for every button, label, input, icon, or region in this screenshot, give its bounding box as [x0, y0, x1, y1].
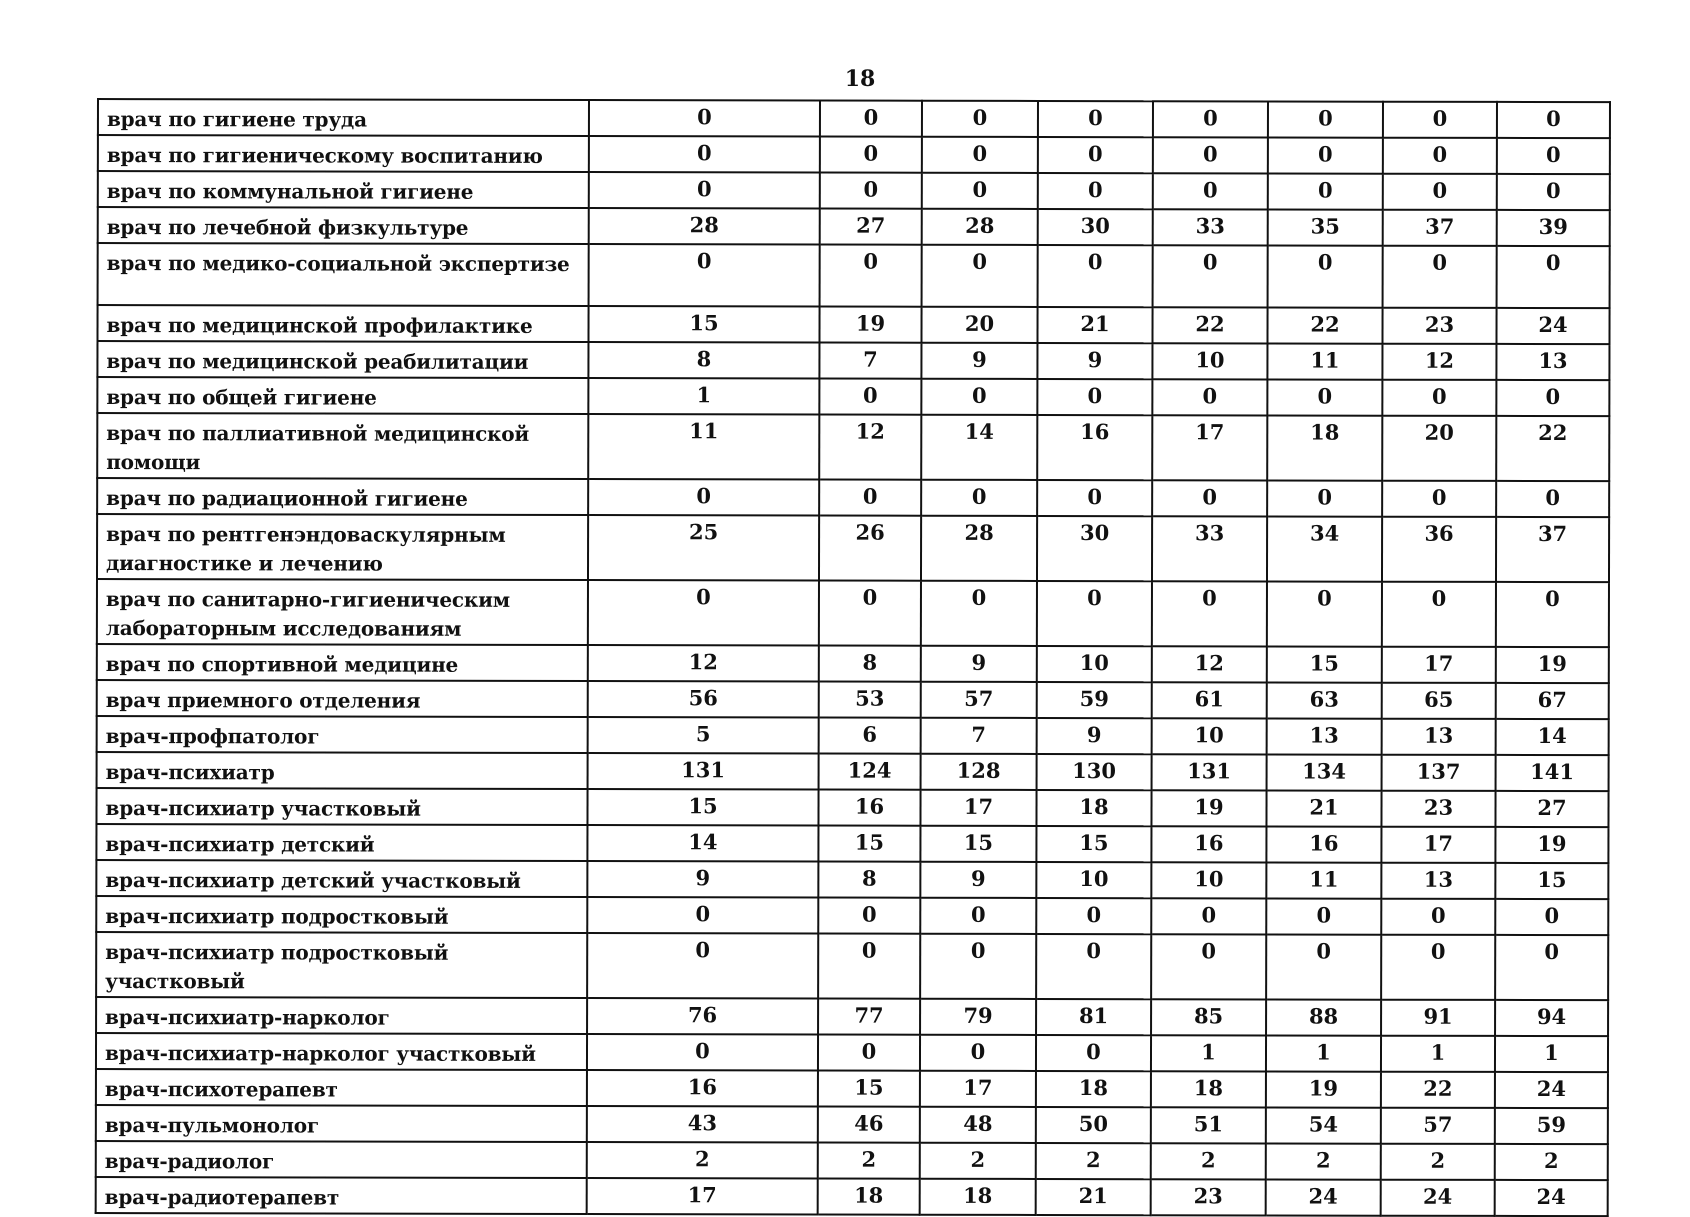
value-cell: 0: [920, 898, 1036, 934]
value-cell: 8: [819, 646, 921, 682]
value-cell: 15: [818, 1071, 920, 1107]
table-row: [96, 1069, 1608, 1108]
value-cell: 0: [1383, 102, 1497, 138]
value-cell: 0: [1382, 481, 1496, 517]
value-cell: 0: [1267, 480, 1382, 516]
value-cell: 53: [819, 682, 921, 718]
value-cell: 0: [1038, 137, 1153, 173]
value-cell: 0: [921, 480, 1037, 516]
value-cell: 8: [818, 862, 920, 898]
value-cell: 59: [1495, 1108, 1608, 1144]
value-cell: 0: [1268, 173, 1383, 209]
table-row: [97, 413, 1609, 481]
value-cell: 13: [1267, 718, 1382, 754]
value-cell: 19: [1495, 827, 1608, 863]
value-cell: 56: [588, 681, 819, 717]
value-cell: 0: [588, 479, 819, 515]
row-label: врач по гигиеническому воспитанию: [98, 135, 589, 172]
value-cell: 0: [589, 136, 820, 172]
table-row: [96, 824, 1608, 863]
value-cell: 12: [819, 415, 921, 480]
value-cell: 0: [922, 137, 1038, 173]
value-cell: 0: [1153, 173, 1268, 209]
value-cell: 2: [587, 1142, 818, 1178]
value-cell: 0: [920, 1035, 1036, 1071]
table-row: [97, 644, 1609, 683]
table-row: [98, 207, 1610, 246]
value-cell: 61: [1152, 682, 1267, 718]
value-cell: 9: [921, 646, 1037, 682]
value-cell: 0: [922, 245, 1038, 307]
staffing-table: [95, 98, 1611, 1217]
value-cell: 25: [588, 515, 819, 580]
value-cell: 124: [819, 754, 921, 790]
value-cell: 0: [1382, 380, 1496, 416]
value-cell: 0: [1152, 581, 1267, 646]
value-cell: 46: [818, 1107, 920, 1143]
value-cell: 1: [1266, 1035, 1381, 1071]
table-row: [96, 896, 1608, 935]
value-cell: 131: [1152, 754, 1267, 790]
row-label: врач по лечебной физкультуре: [98, 207, 589, 244]
value-cell: 0: [1383, 174, 1497, 210]
value-cell: 54: [1266, 1107, 1381, 1143]
value-cell: 22: [1267, 307, 1382, 343]
value-cell: 43: [587, 1106, 818, 1142]
value-cell: 23: [1382, 308, 1496, 344]
value-cell: 11: [588, 414, 819, 479]
value-cell: 0: [1381, 935, 1495, 1000]
value-cell: 0: [1383, 246, 1497, 308]
value-cell: 0: [1268, 101, 1383, 137]
value-cell: 59: [1037, 682, 1152, 718]
value-cell: 18: [1036, 790, 1151, 826]
row-label: врач по медицинской реабилитации: [97, 341, 588, 378]
value-cell: 0: [589, 172, 820, 208]
value-cell: 0: [1038, 101, 1153, 137]
value-cell: 134: [1267, 754, 1382, 790]
value-cell: 21: [1266, 790, 1381, 826]
value-cell: 15: [1036, 826, 1151, 862]
value-cell: 24: [1495, 1072, 1608, 1108]
value-cell: 48: [920, 1107, 1036, 1143]
table-row: [97, 305, 1609, 344]
value-cell: 15: [587, 789, 818, 825]
row-label: врач по спортивной медицине: [97, 644, 588, 681]
value-cell: 2: [1381, 1144, 1495, 1180]
value-cell: 5: [588, 717, 819, 753]
value-cell: 10: [1037, 646, 1152, 682]
value-cell: 12: [588, 645, 819, 681]
value-cell: 0: [1497, 102, 1610, 138]
value-cell: 10: [1152, 343, 1267, 379]
value-cell: 0: [1267, 379, 1382, 415]
value-cell: 0: [587, 933, 818, 998]
value-cell: 88: [1266, 999, 1381, 1035]
row-label: врач приемного отделения: [97, 680, 588, 717]
value-cell: 9: [921, 343, 1037, 379]
value-cell: 16: [1037, 415, 1152, 480]
value-cell: 1: [1381, 1036, 1495, 1072]
value-cell: 0: [1497, 246, 1610, 308]
row-label: врач по медицинской профилактике: [97, 305, 588, 342]
value-cell: 0: [820, 245, 922, 307]
value-cell: 94: [1495, 1000, 1608, 1036]
value-cell: 0: [922, 173, 1038, 209]
table-row: [98, 135, 1610, 174]
row-label: врач-психиатр подростковый: [96, 896, 587, 933]
value-cell: 2: [1495, 1144, 1608, 1180]
table-row: [98, 171, 1610, 210]
value-cell: 23: [1381, 791, 1495, 827]
value-cell: 0: [1038, 173, 1153, 209]
value-cell: 1: [1151, 1035, 1266, 1071]
value-cell: 0: [921, 379, 1037, 415]
value-cell: 23: [1151, 1179, 1266, 1215]
value-cell: 0: [1382, 582, 1496, 647]
value-cell: 30: [1037, 516, 1152, 581]
value-cell: 15: [1267, 646, 1382, 682]
table-row: [97, 377, 1609, 416]
value-cell: 0: [1495, 899, 1608, 935]
value-cell: 10: [1152, 718, 1267, 754]
value-cell: 18: [1036, 1071, 1151, 1107]
row-label: врач по гигиене труда: [98, 99, 589, 136]
value-cell: 9: [1037, 718, 1152, 754]
value-cell: 0: [1266, 898, 1381, 934]
value-cell: 39: [1497, 210, 1610, 246]
value-cell: 130: [1037, 754, 1152, 790]
row-label: врач по паллиативной медицинской помощи: [97, 413, 588, 479]
value-cell: 2: [818, 1143, 920, 1179]
value-cell: 63: [1267, 682, 1382, 718]
value-cell: 24: [1381, 1180, 1495, 1216]
value-cell: 0: [1037, 379, 1152, 415]
value-cell: 6: [819, 718, 921, 754]
row-label: врач-психиатр детский: [96, 824, 587, 861]
value-cell: 16: [1151, 826, 1266, 862]
value-cell: 0: [588, 580, 819, 645]
value-cell: 17: [1381, 827, 1495, 863]
value-cell: 0: [1036, 898, 1151, 934]
value-cell: 0: [820, 173, 922, 209]
value-cell: 13: [1382, 719, 1496, 755]
row-label: врач-психиатр участковый: [96, 788, 587, 825]
row-label: врач по рентгенэндоваскулярным диагностике и лечению: [97, 514, 588, 580]
value-cell: 21: [1037, 307, 1152, 343]
row-label: врач-психиатр: [97, 752, 588, 789]
row-label: врач-психиатр-нарколог участковый: [96, 1033, 587, 1070]
value-cell: 0: [1381, 899, 1495, 935]
value-cell: 24: [1266, 1179, 1381, 1215]
row-label: врач-радиолог: [96, 1141, 587, 1178]
value-cell: 0: [1153, 137, 1268, 173]
value-cell: 0: [1151, 934, 1266, 999]
row-label: врач-профпатолог: [97, 716, 588, 753]
table-row: [97, 752, 1609, 791]
value-cell: 11: [1266, 862, 1381, 898]
value-cell: 21: [1036, 1179, 1151, 1215]
value-cell: 0: [1036, 1035, 1151, 1071]
value-cell: 0: [1038, 245, 1153, 307]
value-cell: 19: [1496, 647, 1609, 683]
row-label: врач-радиотерапевт: [96, 1177, 587, 1214]
value-cell: 9: [1037, 343, 1152, 379]
table-row: [97, 478, 1609, 517]
value-cell: 51: [1151, 1107, 1266, 1143]
value-cell: 0: [1267, 581, 1382, 646]
value-cell: 9: [587, 861, 818, 897]
value-cell: 15: [920, 826, 1036, 862]
value-cell: 0: [1036, 934, 1151, 999]
value-cell: 22: [1496, 416, 1609, 481]
row-label: врач по радиационной гигиене: [97, 478, 588, 515]
value-cell: 0: [1496, 380, 1609, 416]
table-row: [96, 1141, 1608, 1180]
value-cell: 30: [1038, 209, 1153, 245]
value-cell: 19: [1266, 1071, 1381, 1107]
value-cell: 12: [1382, 344, 1496, 380]
value-cell: 28: [589, 208, 820, 244]
value-cell: 0: [1266, 934, 1381, 999]
value-cell: 18: [1267, 415, 1382, 480]
value-cell: 16: [818, 790, 920, 826]
value-cell: 1: [588, 378, 819, 414]
value-cell: 0: [1496, 582, 1609, 647]
row-label: врач-психиатр-нарколог: [96, 997, 587, 1034]
table-row: [96, 860, 1608, 899]
value-cell: 17: [920, 1071, 1036, 1107]
value-cell: 85: [1151, 999, 1266, 1035]
table-row: [96, 788, 1608, 827]
value-cell: 27: [1495, 791, 1608, 827]
value-cell: 0: [1268, 245, 1383, 307]
row-label: врач по коммунальной гигиене: [98, 171, 589, 208]
table-row: [97, 579, 1609, 647]
row-label: врач-психиатр детский участковый: [96, 860, 587, 897]
value-cell: 0: [1153, 245, 1268, 307]
value-cell: 2: [1151, 1143, 1266, 1179]
value-cell: 19: [1151, 790, 1266, 826]
value-cell: 37: [1496, 517, 1609, 582]
value-cell: 33: [1152, 516, 1267, 581]
value-cell: 65: [1382, 683, 1496, 719]
value-cell: 67: [1496, 683, 1609, 719]
value-cell: 50: [1036, 1107, 1151, 1143]
value-cell: 24: [1495, 1180, 1608, 1216]
value-cell: 0: [920, 934, 1036, 999]
value-cell: 57: [921, 682, 1037, 718]
value-cell: 28: [921, 516, 1037, 581]
value-cell: 7: [921, 718, 1037, 754]
value-cell: 57: [1381, 1108, 1495, 1144]
value-cell: 12: [1152, 646, 1267, 682]
value-cell: 0: [1151, 898, 1266, 934]
value-cell: 15: [1495, 863, 1608, 899]
table-body: [96, 99, 1610, 1216]
value-cell: 128: [921, 754, 1037, 790]
table-row: [96, 932, 1608, 1000]
value-cell: 0: [587, 1034, 818, 1070]
value-cell: 137: [1382, 755, 1496, 791]
value-cell: 0: [818, 898, 920, 934]
row-label: врач-психиатр подростковый участковый: [96, 932, 587, 998]
value-cell: 0: [1268, 137, 1383, 173]
table-row: [96, 1177, 1608, 1216]
value-cell: 0: [1037, 480, 1152, 516]
value-cell: 17: [1152, 415, 1267, 480]
value-cell: 14: [1496, 719, 1609, 755]
row-label: врач по общей гигиене: [97, 377, 588, 414]
value-cell: 28: [922, 209, 1038, 245]
value-cell: 27: [820, 209, 922, 245]
value-cell: 24: [1496, 308, 1609, 344]
value-cell: 16: [587, 1070, 818, 1106]
value-cell: 18: [920, 1179, 1036, 1215]
value-cell: 20: [1382, 416, 1496, 481]
table-row: [97, 341, 1609, 380]
value-cell: 13: [1381, 863, 1495, 899]
value-cell: 1: [1495, 1036, 1608, 1072]
value-cell: 0: [819, 480, 921, 516]
value-cell: 15: [588, 306, 819, 342]
value-cell: 33: [1153, 209, 1268, 245]
value-cell: 76: [587, 998, 818, 1034]
value-cell: 0: [818, 1035, 920, 1071]
value-cell: 9: [920, 862, 1036, 898]
value-cell: 0: [818, 934, 920, 999]
value-cell: 0: [1152, 379, 1267, 415]
value-cell: 0: [921, 581, 1037, 646]
value-cell: 0: [1153, 101, 1268, 137]
value-cell: 13: [1496, 344, 1609, 380]
value-cell: 131: [588, 753, 819, 789]
value-cell: 37: [1383, 210, 1497, 246]
value-cell: 26: [819, 516, 921, 581]
value-cell: 34: [1267, 516, 1382, 581]
value-cell: 0: [589, 100, 820, 136]
value-cell: 22: [1152, 307, 1267, 343]
value-cell: 0: [922, 101, 1038, 137]
value-cell: 17: [587, 1178, 818, 1214]
value-cell: 0: [1497, 174, 1610, 210]
table-row: [96, 997, 1608, 1036]
value-cell: 0: [819, 581, 921, 646]
value-cell: 7: [819, 343, 921, 379]
value-cell: 18: [818, 1179, 920, 1215]
value-cell: 8: [588, 342, 819, 378]
value-cell: 20: [921, 307, 1037, 343]
value-cell: 22: [1381, 1072, 1495, 1108]
value-cell: 141: [1496, 755, 1609, 791]
table-row: [97, 680, 1609, 719]
value-cell: 0: [1497, 138, 1610, 174]
value-cell: 17: [1382, 647, 1496, 683]
value-cell: 77: [818, 999, 920, 1035]
row-label: врач по медико-социальной экспертизе: [98, 243, 589, 306]
table-row: [98, 243, 1610, 308]
value-cell: 0: [1037, 581, 1152, 646]
value-cell: 19: [819, 307, 921, 343]
value-cell: 79: [920, 999, 1036, 1035]
table-row: [97, 514, 1609, 582]
value-cell: 14: [921, 415, 1037, 480]
value-cell: 17: [920, 790, 1036, 826]
page-number: 18: [844, 66, 876, 92]
value-cell: 0: [589, 244, 820, 306]
value-cell: 0: [820, 137, 922, 173]
value-cell: 10: [1151, 862, 1266, 898]
value-cell: 14: [587, 825, 818, 861]
row-label: врач-психотерапевт: [96, 1069, 587, 1106]
value-cell: 0: [1383, 138, 1497, 174]
value-cell: 11: [1267, 343, 1382, 379]
value-cell: 35: [1268, 209, 1383, 245]
value-cell: 15: [818, 826, 920, 862]
value-cell: 0: [820, 101, 922, 137]
table-row: [97, 716, 1609, 755]
value-cell: 0: [1152, 480, 1267, 516]
value-cell: 0: [587, 897, 818, 933]
row-label: врач по санитарно-гигиеническим лабораторным исследованиям: [97, 579, 588, 645]
table-row: [96, 1105, 1608, 1144]
value-cell: 16: [1266, 826, 1381, 862]
value-cell: 2: [1036, 1143, 1151, 1179]
value-cell: 10: [1036, 862, 1151, 898]
value-cell: 0: [819, 379, 921, 415]
value-cell: 0: [1495, 935, 1608, 1000]
value-cell: 18: [1151, 1071, 1266, 1107]
row-label: врач-пульмонолог: [96, 1105, 587, 1142]
table-row: [98, 99, 1610, 138]
value-cell: 2: [920, 1143, 1036, 1179]
table-row: [96, 1033, 1608, 1072]
value-cell: 91: [1381, 1000, 1495, 1036]
value-cell: 2: [1266, 1143, 1381, 1179]
value-cell: 0: [1496, 481, 1609, 517]
value-cell: 81: [1036, 999, 1151, 1035]
value-cell: 36: [1382, 517, 1496, 582]
